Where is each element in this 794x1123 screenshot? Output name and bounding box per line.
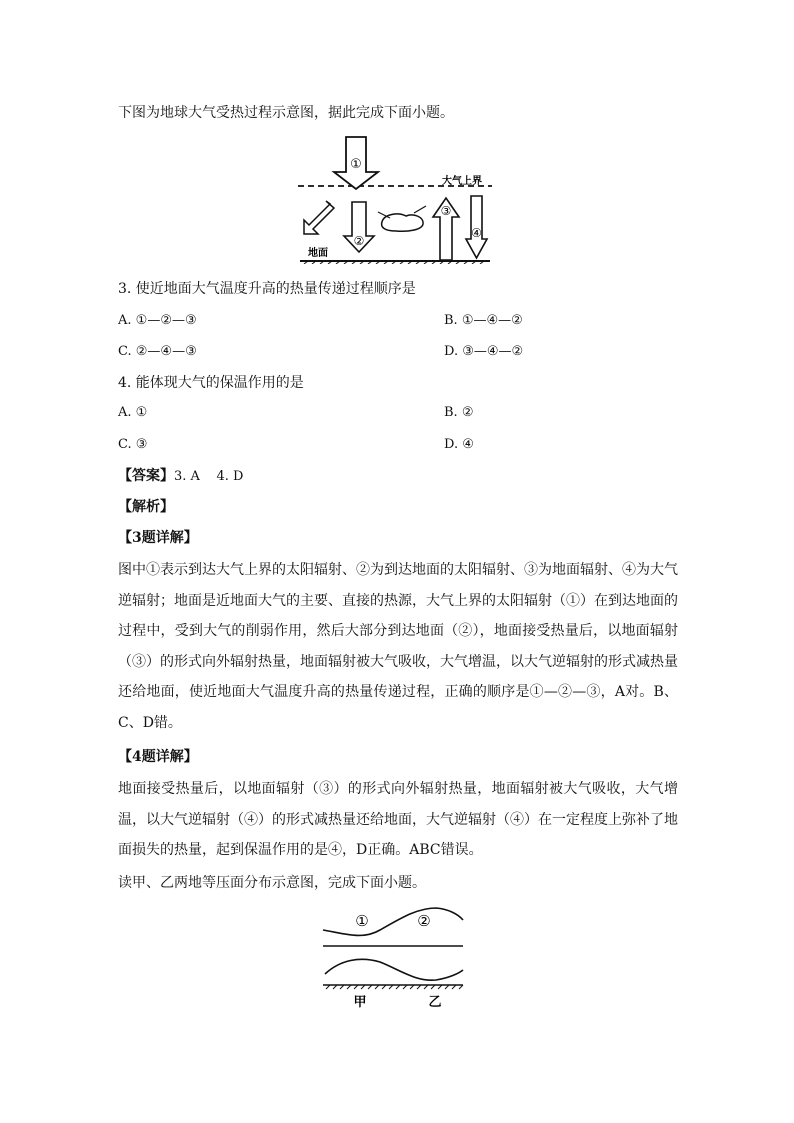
answer-label: 【答案】	[118, 468, 174, 484]
option-letter: A.	[118, 313, 132, 328]
q4-option-d	[444, 436, 474, 454]
option-text: ①—②—③	[135, 313, 197, 328]
q3-option-a	[118, 312, 197, 330]
option-text: ②	[461, 405, 474, 420]
detail-3-label: 【3题详解】	[118, 530, 198, 546]
option-text: ③—④—②	[462, 344, 524, 359]
question-4-stem: 4. 能体现大气的保温作用的是	[118, 375, 304, 391]
q4-option-b	[444, 404, 473, 422]
arrow-3-label: ③	[440, 204, 452, 218]
option-letter: D.	[444, 437, 459, 452]
arrow-2-label: ②	[353, 234, 365, 248]
answer-line	[118, 466, 243, 487]
option-text: ①	[135, 405, 148, 420]
option-letter: B.	[444, 313, 458, 328]
upper-isobar-curve	[323, 908, 463, 935]
label-1: ①	[355, 912, 369, 930]
arrow-4-label: ④	[471, 226, 482, 240]
atmosphere-heating-diagram	[296, 134, 496, 264]
q3-option-d	[444, 343, 523, 361]
q4-option-c	[118, 436, 147, 454]
q3-option-c	[118, 343, 197, 361]
option-text: ④	[462, 437, 474, 452]
detail-4-text: 地面接受热量后，以地面辐射（③）的形式向外辐射热量，地面辐射被大气吸收，大气增温，以大气逆辐射（④）的形式减热量还给地面，大气逆辐射（④）在一定程度上弥补了地面损失的热量，起到保温作用的是④，D正确。ABC错误。	[118, 781, 678, 858]
option-letter: C.	[118, 344, 132, 359]
upper-boundary-label: 大气上界	[442, 176, 482, 187]
option-letter: D.	[444, 344, 459, 359]
answer-text: 3. A 4. D	[174, 469, 244, 484]
place-a-label: 甲	[353, 995, 367, 1010]
place-b-label: 乙	[428, 995, 442, 1010]
arrow-1-label: ①	[350, 157, 362, 172]
detail-4-label: 【4题详解】	[118, 749, 198, 765]
detail-3-text: 图中①表示到达大气上界的太阳辐射、②为到达地面的太阳辐射、③为地面辐射、④为大气逆辐射；地面是近地面大气的主要、直接的热源，大气上界的太阳辐射（①）在到达地面的过程中，受到大气的削弱作用，然后大部分到达地面（②），地面接受热量后，以地面辐射（③）的形式向外辐射热量，地面辐射被大气吸收，大气增温，以大气逆辐射的形式减热量还给地面，使近地面大气温度升高的热量传递过程，正确的顺序是①—②—③，A对。B、C、D错。	[118, 562, 678, 731]
reflected-arrow-shape	[304, 201, 334, 234]
q3-option-b	[444, 312, 523, 330]
question-3-stem: 3. 使近地面大气温度升高的热量传递过程顺序是	[118, 281, 416, 297]
option-text: ③	[135, 437, 148, 452]
analysis-label: 【解析】	[118, 499, 174, 515]
intro-text-2: 读甲、乙两地等压面分布示意图，完成下面小题。	[118, 875, 426, 891]
option-letter: C.	[118, 437, 132, 452]
isobaric-surface-diagram	[318, 900, 468, 1012]
option-letter: A.	[118, 405, 132, 420]
q4-option-a	[118, 404, 147, 422]
intro-text: 下图为地球大气受热过程示意图，据此完成下面小题。	[118, 105, 454, 121]
label-2: ②	[417, 912, 431, 930]
option-text: ②—④—③	[135, 344, 197, 359]
option-letter: B.	[444, 405, 458, 420]
ground-label: 地面	[308, 248, 328, 259]
lower-isobar-curve	[325, 959, 463, 980]
option-text: ①—④—②	[461, 313, 523, 328]
